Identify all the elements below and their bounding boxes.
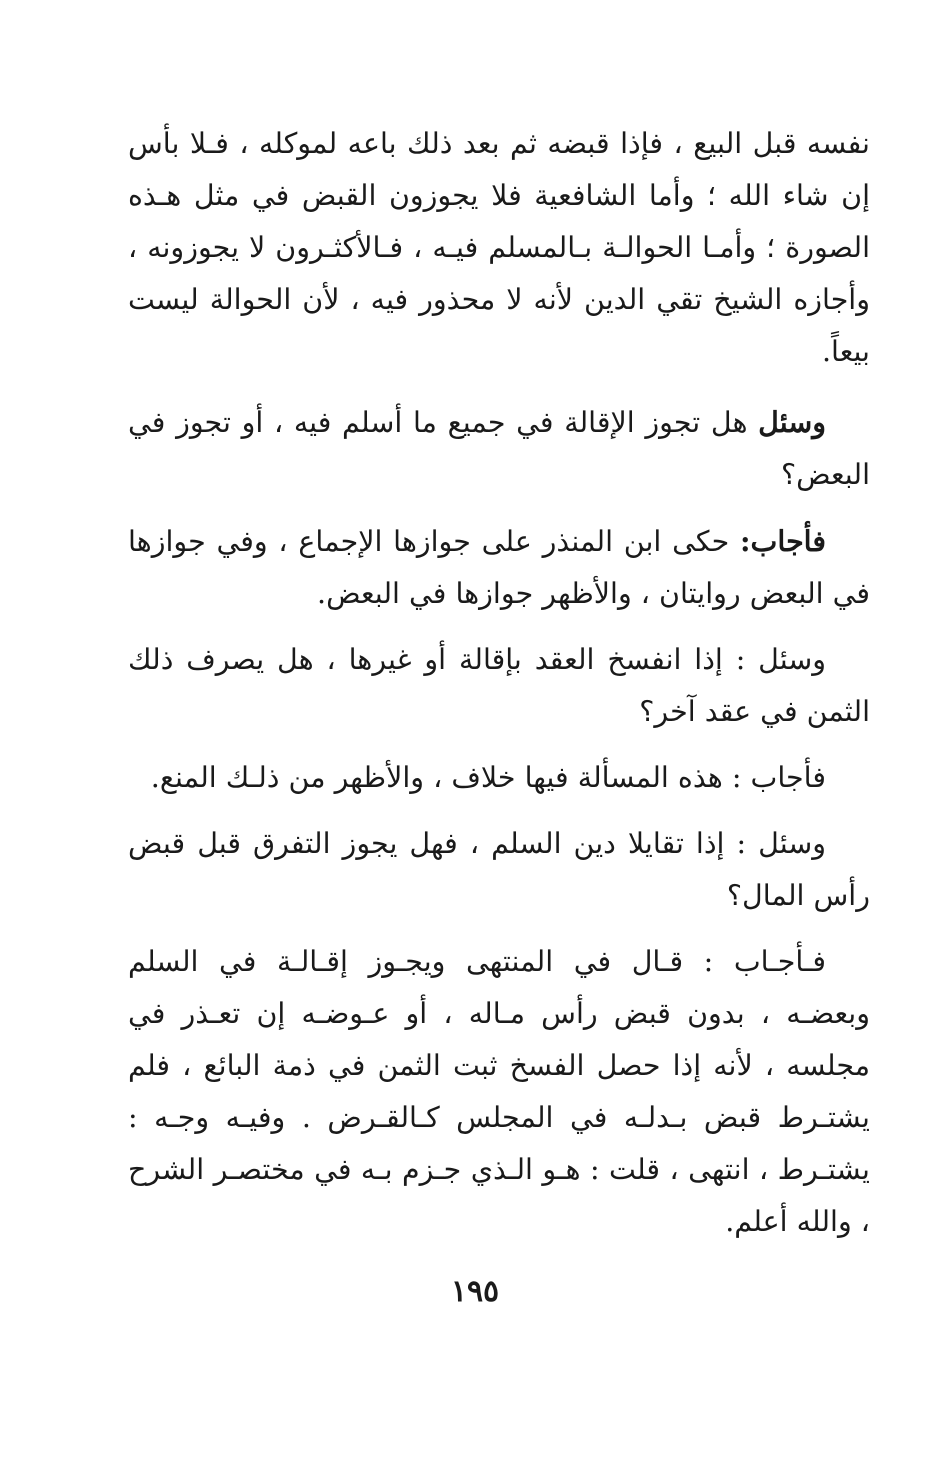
paragraph-text: فأجاب : هذه المسألة فيها خلاف ، والأظهر من ذلـك المنع. bbox=[150, 761, 826, 794]
paragraph-text: وسئل : إذا تقايلا دين السلم ، فهل يجوز التفرق قبل قبض رأس المال؟ bbox=[128, 827, 870, 912]
paragraph-text: حكى ابن المنذر على جوازها الإجماع ، وفي جوازها في البعض روايتان ، والأظهر جوازها في البعض. bbox=[128, 525, 870, 610]
question-lead-word: وسئل bbox=[758, 405, 826, 439]
paragraph-question bbox=[128, 818, 870, 922]
paragraph-question bbox=[128, 634, 870, 738]
paragraph-continuation bbox=[128, 118, 870, 378]
paragraph-answer bbox=[128, 515, 870, 620]
paragraph-text: نفسه قبل البيع ، فإذا قبضه ثم بعد ذلك باعه لموكله ، فـلا بأس إن شاء الله ؛ وأما الشافعية فلا يجوزون القبض في مثل هـذه الصورة ؛ وأمـا الحوالـة بـالمسلم فيـه ، فـالأكثـرون لا يجوزونه ، وأجازه الشيخ تقي الدين لأنه لا محذور فيه ، لأن الحوالة ليست بيعاً. bbox=[128, 127, 870, 368]
paragraph-question bbox=[128, 396, 870, 501]
page-number: ١٩٥ bbox=[450, 1274, 500, 1309]
answer-lead-word: فأجاب: bbox=[740, 524, 826, 558]
paragraph-text: وسئل : إذا انفسخ العقد بإقالة أو غيرها ، هل يصرف ذلك الثمن في عقد آخر؟ bbox=[128, 643, 870, 728]
paragraph-text: هل تجوز الإقالة في جميع ما أسلم فيه ، أو تجوز في البعض؟ bbox=[128, 406, 870, 491]
paragraph-answer bbox=[128, 752, 870, 804]
paragraph-text: فـأجـاب : قـال في المنتهى ويجـوز إقـالـة في السلم وبعضـه ، بدون قبض رأس مـاله ، أو عـوضـه إن تعـذر في مجلسه ، لأنه إذا حصل الفسخ ثبت الثمن في ذمة البائع ، فلم يشتـرط قبض بـدلـه في المجلس كـالقـرض . وفيـه وجـه : يشتـرط ، انتهى ، قلت : هـو الـذي جـزم بـه في مختصـر الشرح ، والله أعلم. bbox=[128, 945, 870, 1238]
page-body-text bbox=[128, 118, 870, 1262]
paragraph-answer bbox=[128, 936, 870, 1248]
